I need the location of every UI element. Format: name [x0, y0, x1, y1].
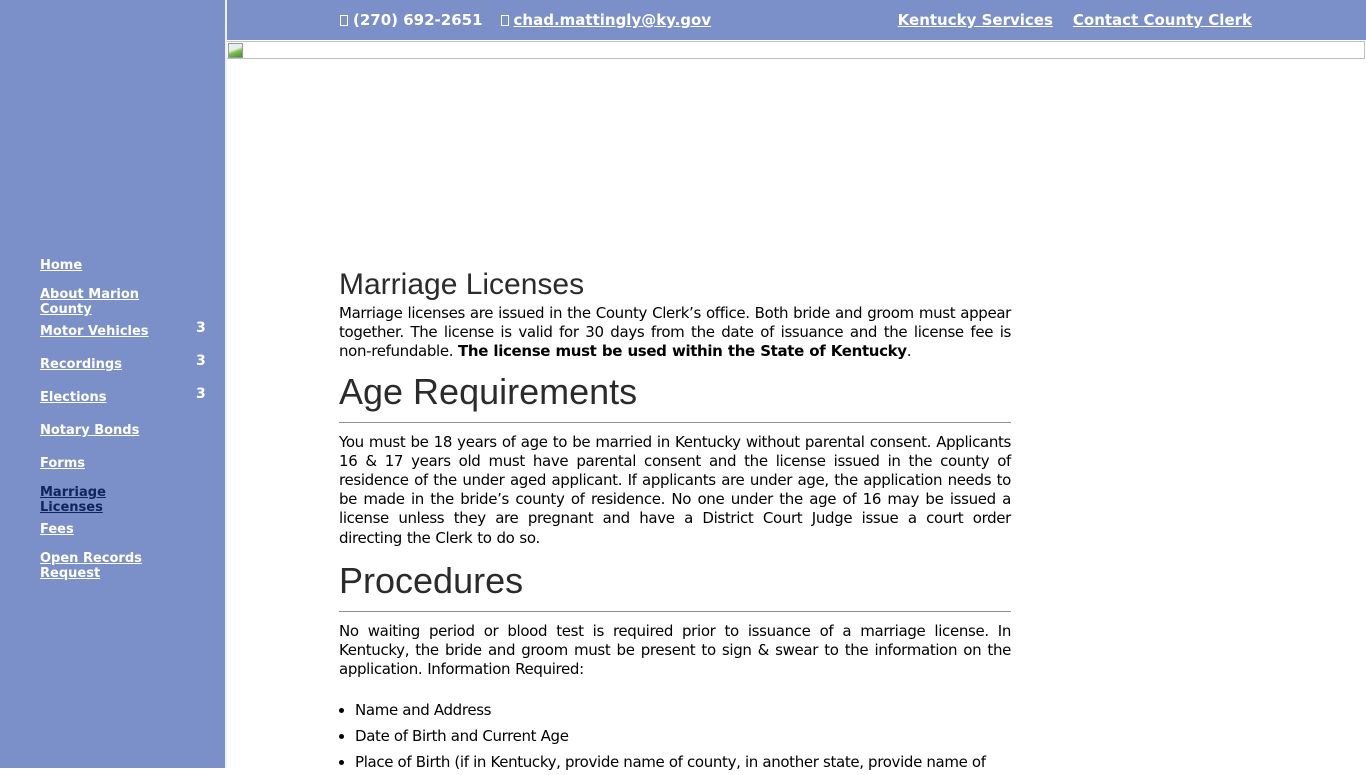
required-info-list — [339, 697, 1011, 775]
sidebar-link-forms[interactable]: Forms — [40, 456, 85, 471]
sidebar-link-fees[interactable]: Fees — [40, 522, 74, 537]
kentucky-services-link[interactable]: Kentucky Services — [897, 11, 1053, 29]
submenu-count[interactable]: 3 — [196, 320, 206, 336]
phone-number: (270) 692-2651 — [353, 11, 483, 29]
sidebar-link-about[interactable]: About Marion County — [40, 287, 140, 317]
sidebar-link-marriage-licenses[interactable]: Marriage Licenses — [40, 485, 106, 515]
section-heading: Age Requirements — [339, 370, 638, 412]
sidebar-item-elections[interactable] — [40, 386, 210, 419]
divider — [339, 422, 1011, 423]
top-bar — [227, 0, 1366, 40]
top-links — [898, 11, 1252, 29]
section-paragraph: No waiting period or blood test is required prior to issuance of a marriage license. In Kentucky, the bride and groom must be present to sign & swear to the information on the application. Information Required: — [339, 621, 1011, 679]
sidebar-link-open-records[interactable]: Open Records Request — [40, 551, 142, 581]
sidebar-divider — [225, 0, 227, 768]
phone-icon — [340, 15, 348, 26]
email-link[interactable]: chad.mattingly@ky.gov — [513, 11, 712, 29]
sidebar-link-home[interactable]: Home — [40, 258, 83, 273]
sidebar-link-elections[interactable]: Elections — [40, 390, 107, 405]
banner-image — [227, 41, 1365, 59]
page-title: Marriage Licenses — [339, 268, 585, 301]
section-procedures — [339, 559, 1011, 775]
sidebar-item-fees[interactable] — [40, 518, 210, 551]
submenu-count[interactable]: 3 — [196, 386, 206, 402]
sidebar-link-motor-vehicles[interactable]: Motor Vehicles — [40, 324, 149, 339]
list-item: • Date of Birth and Current Age — [355, 723, 1011, 749]
sidebar-nav — [40, 254, 210, 584]
sidebar-item-open-records[interactable] — [40, 551, 210, 584]
intro-end: . — [906, 342, 912, 361]
sidebar — [0, 0, 225, 768]
sidebar-item-about[interactable] — [40, 287, 210, 320]
sidebar-item-marriage-licenses[interactable] — [40, 485, 210, 518]
intro-paragraph — [339, 304, 1011, 362]
email[interactable] — [501, 11, 712, 29]
envelope-icon — [501, 15, 509, 26]
main-content — [339, 264, 1011, 775]
sidebar-item-notary-bonds[interactable] — [40, 419, 210, 452]
contact-county-clerk-link[interactable]: Contact County Clerk — [1072, 11, 1252, 29]
broken-image-icon — [228, 43, 243, 58]
intro-text: Marriage licenses are issued in the County Clerk’s office. Both bride and groom must appear together. The license is valid for 30 days from the date of issuance and the license fee is non-refundable. — [339, 304, 1011, 361]
contact-info — [340, 11, 729, 29]
sidebar-item-motor-vehicles[interactable] — [40, 320, 210, 353]
list-item: • Name and Address — [355, 697, 1011, 723]
section-heading: Procedures — [339, 559, 524, 601]
list-item: • Place of Birth (if in Kentucky, provide name of county, in another state, provide name of — [355, 749, 1011, 775]
submenu-count[interactable]: 3 — [196, 353, 206, 369]
section-paragraph: You must be 18 years of age to be married in Kentucky without parental consent. Applicants 16 & 17 years old must have parental consent and the license issued in the county of residence of the under aged applicant. If applicants are under age, the application needs to be made in the bride’s county of residence. No one under the age of 16 may be issued a license unless they are pregnant and have a District Court Judge issue a court order directing the Clerk to do so. — [339, 432, 1011, 547]
sidebar-link-notary-bonds[interactable]: Notary Bonds — [40, 423, 140, 438]
sidebar-item-forms[interactable] — [40, 452, 210, 485]
divider — [339, 611, 1011, 612]
sidebar-item-home[interactable] — [40, 254, 210, 287]
intro-bold-text: The license must be used within the State of Kentucky — [458, 342, 907, 361]
section-age-requirements — [339, 370, 1011, 548]
sidebar-link-recordings[interactable]: Recordings — [40, 357, 122, 372]
sidebar-item-recordings[interactable] — [40, 353, 210, 386]
phone — [340, 11, 483, 29]
